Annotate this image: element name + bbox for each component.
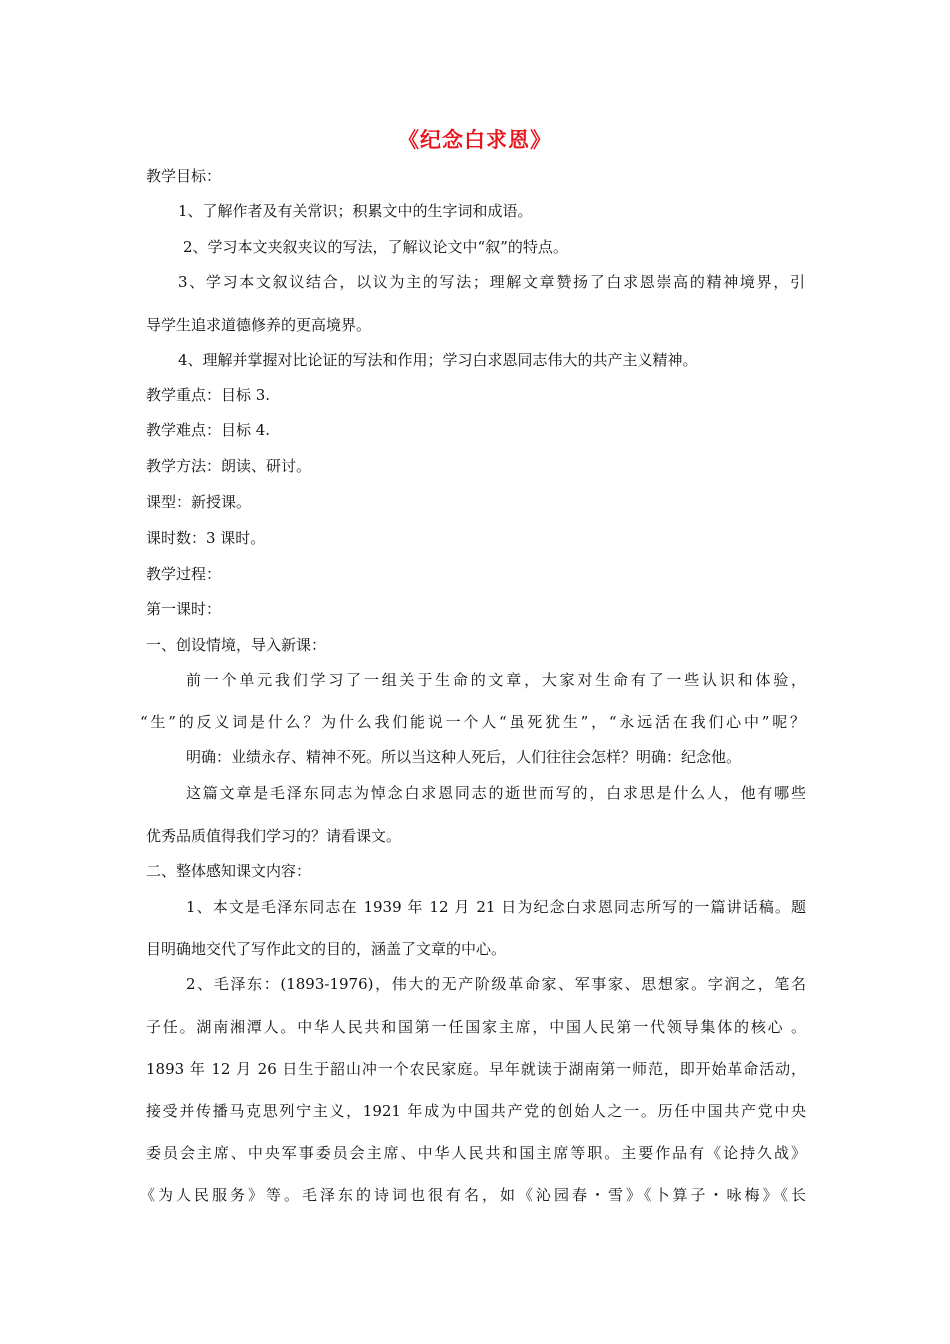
text-line: 导学生追求道德修养的更高境界。 bbox=[146, 316, 372, 334]
text-line: 4、理解并掌握对比论证的写法和作用；学习白求恩同志伟大的共产主义精神。 bbox=[178, 351, 698, 369]
document-title: 《纪念白求恩》 bbox=[398, 128, 552, 152]
text-line: 1、了解作者及有关常识；积累文中的生字词和成语。 bbox=[178, 202, 533, 220]
text-line: 目明确地交代了写作此文的目的，涵盖了文章的中心。 bbox=[146, 940, 507, 958]
text-line: 课型：新授课。 bbox=[146, 493, 252, 511]
text-line: 接受并传播马克思列宁主义，1921 年成为中国共产党的创始人之一。历任中国共产党中央 bbox=[146, 1102, 806, 1120]
text-line: 这篇文章是毛泽东同志为悼念白求恩同志的逝世而写的，白求思是什么人，他有哪些 bbox=[186, 784, 806, 802]
text-line: 2、学习本文夹叙夹议的写法，了解议论文中“叙”的特点。 bbox=[183, 238, 568, 256]
text-line: 教学方法：朗读、研讨。 bbox=[146, 457, 312, 475]
text-line: 第一课时： bbox=[146, 600, 222, 618]
text-line: 一、创设情境，导入新课： bbox=[146, 636, 327, 654]
text-line: 教学难点：目标 4. bbox=[146, 421, 271, 439]
text-line: 委员会主席、中央军事委员会主席、中华人民共和国主席等职。主要作品有《论持久战》 bbox=[146, 1144, 806, 1162]
text-line: 1、本文是毛泽东同志在 1939 年 12 月 21 日为纪念白求恩同志所写的一篇讲话稿。题 bbox=[186, 898, 806, 916]
text-line: 教学重点：目标 3. bbox=[146, 386, 271, 404]
text-line: 二、整体感知课文内容： bbox=[146, 862, 312, 880]
text-line: 子任。湖南湘潭人。中华人民共和国第一任国家主席，中国人民第一代领导集体的核心 。 bbox=[146, 1018, 806, 1036]
text-line: 前一个单元我们学习了一组关于生命的文章，大家对生命有了一些认识和体验， bbox=[186, 671, 806, 689]
text-line: 明确：业绩永存、精神不死。所以当这种人死后，人们往往会怎样？明确：纪念他。 bbox=[186, 748, 742, 766]
text-line: 《为人民服务》等。毛泽东的诗词也很有名，如《沁园春・雪》《卜算子・咏梅》《长 bbox=[140, 1186, 806, 1204]
text-line: 3、学习本文叙议结合，以议为主的写法；理解文章赞扬了白求恩崇高的精神境界，引 bbox=[178, 273, 805, 291]
text-line: 优秀品质值得我们学习的？请看课文。 bbox=[146, 827, 402, 845]
text-line: 教学过程： bbox=[146, 565, 222, 583]
text-line: 教学目标： bbox=[146, 167, 222, 185]
text-line: 2、毛泽东：(1893-1976)，伟大的无产阶级革命家、军事家、思想家。字润之，笔名 bbox=[186, 975, 806, 993]
text-line: 1893 年 12 月 26 日生于韶山冲一个农民家庭。早年就读于湖南第一师范，即开始革命活动， bbox=[146, 1060, 806, 1078]
text-line: 课时数：3 课时。 bbox=[146, 529, 266, 547]
text-line: “生”的反义词是什么？为什么我们能说一个人“虽死犹生”，“永远活在我们心中”呢？ bbox=[140, 713, 805, 731]
